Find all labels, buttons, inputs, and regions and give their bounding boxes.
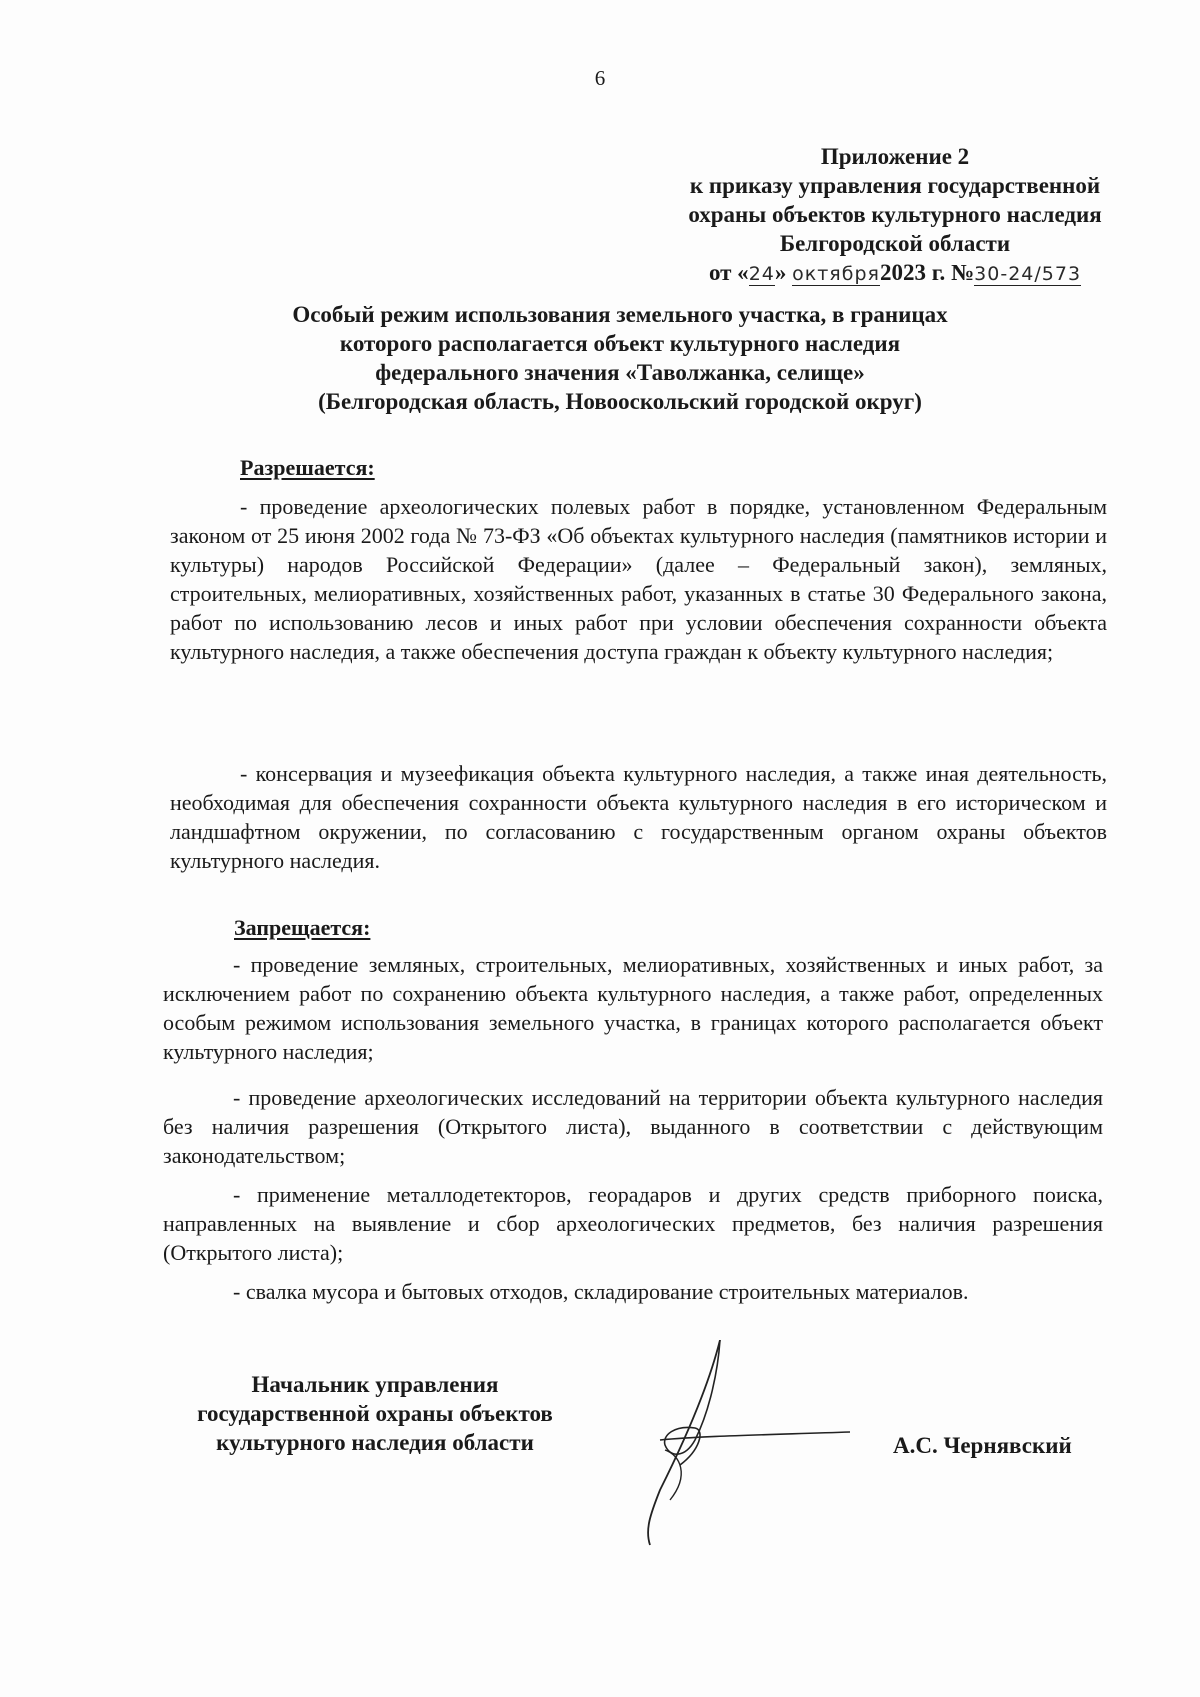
handwritten-order-number: 30-24/573 [974, 263, 1082, 285]
appendix-order-ref: к приказу управления государственной [689, 173, 1101, 198]
document-title [200, 300, 1040, 416]
page-number: 6 [594, 66, 606, 90]
handwritten-signature [640, 1340, 860, 1550]
appendix-number: Приложение 2 [820, 144, 970, 169]
prohibited-heading: Запрещается: [234, 915, 371, 940]
signer-title-line-2: государственной охраны объектов [197, 1401, 553, 1426]
title-line-4: (Белгородская область, Новооскольский городской округ) [318, 389, 922, 414]
permitted-item-1: - проведение археологических полевых работ в порядке, установленном Федеральным законом от 25 июня 2002 года № 73-ФЗ «Об объектах культурного наследия (памятников истории и культуры) народов Российской Федерации» (далее – Федеральный закон), земляных, строительных, мелиоративных, хозяйственных работ, указанных в статье 30 Федерального закона, работ по использованию лесов и иных работ при условии обеспечения сохранности объекта культурного наследия, а также обеспечения доступа граждан к объекту культурного наследия; [170, 494, 1107, 664]
signer-name: А.С. Чернявский [893, 1433, 1072, 1458]
date-mid: » [774, 260, 787, 285]
appendix-date-line [640, 258, 1150, 287]
date-prefix: от « [708, 260, 749, 285]
title-line-3: федерального значения «Таволжанка, селище» [375, 360, 865, 385]
appendix-region: Белгородской области [779, 231, 1011, 256]
signer-title-line-3: культурного наследия области [216, 1430, 534, 1455]
signer-title-line-1: Начальник управления [251, 1372, 499, 1397]
prohibited-item-4: - свалка мусора и бытовых отходов, складирование строительных материалов. [233, 1279, 969, 1304]
signer-position [160, 1370, 590, 1457]
prohibited-item-2: - проведение археологических исследований на территории объекта культурного наследия без наличия разрешения (Открытого листа), выданного в соответствии с действующим законодательством; [163, 1085, 1103, 1168]
prohibited-item-3: - применение металлодетекторов, георадаров и других средств приборного поиска, направленных на выявление и сбор археологических предметов, без наличия разрешения (Открытого листа); [163, 1182, 1103, 1265]
date-year: 2023 г. № [879, 260, 975, 285]
handwritten-day: 24 [748, 263, 775, 285]
title-line-1: Особый режим использования земельного участка, в границах [292, 302, 948, 327]
title-line-2: которого располагается объект культурного наследия [339, 331, 901, 356]
appendix-header [640, 142, 1150, 287]
permitted-item-2: - консервация и музеефикация объекта культурного наследия, а также иная деятельность, необходимая для обеспечения сохранности объекта культурного наследия в его историческом и ландшафтном окружении, по согласованию с государственным органом охраны объектов культурного наследия. [170, 761, 1107, 873]
appendix-authority: охраны объектов культурного наследия [688, 202, 1102, 227]
handwritten-month: октября [792, 263, 880, 285]
prohibited-item-1: - проведение земляных, строительных, мелиоративных, хозяйственных и иных работ, за исключением работ по сохранению объекта культурного наследия, а также работ, определенных особым режимом использования земельного участка, в границах которого располагается объект культурного наследия; [163, 952, 1103, 1064]
permitted-heading: Разрешается: [240, 455, 375, 480]
